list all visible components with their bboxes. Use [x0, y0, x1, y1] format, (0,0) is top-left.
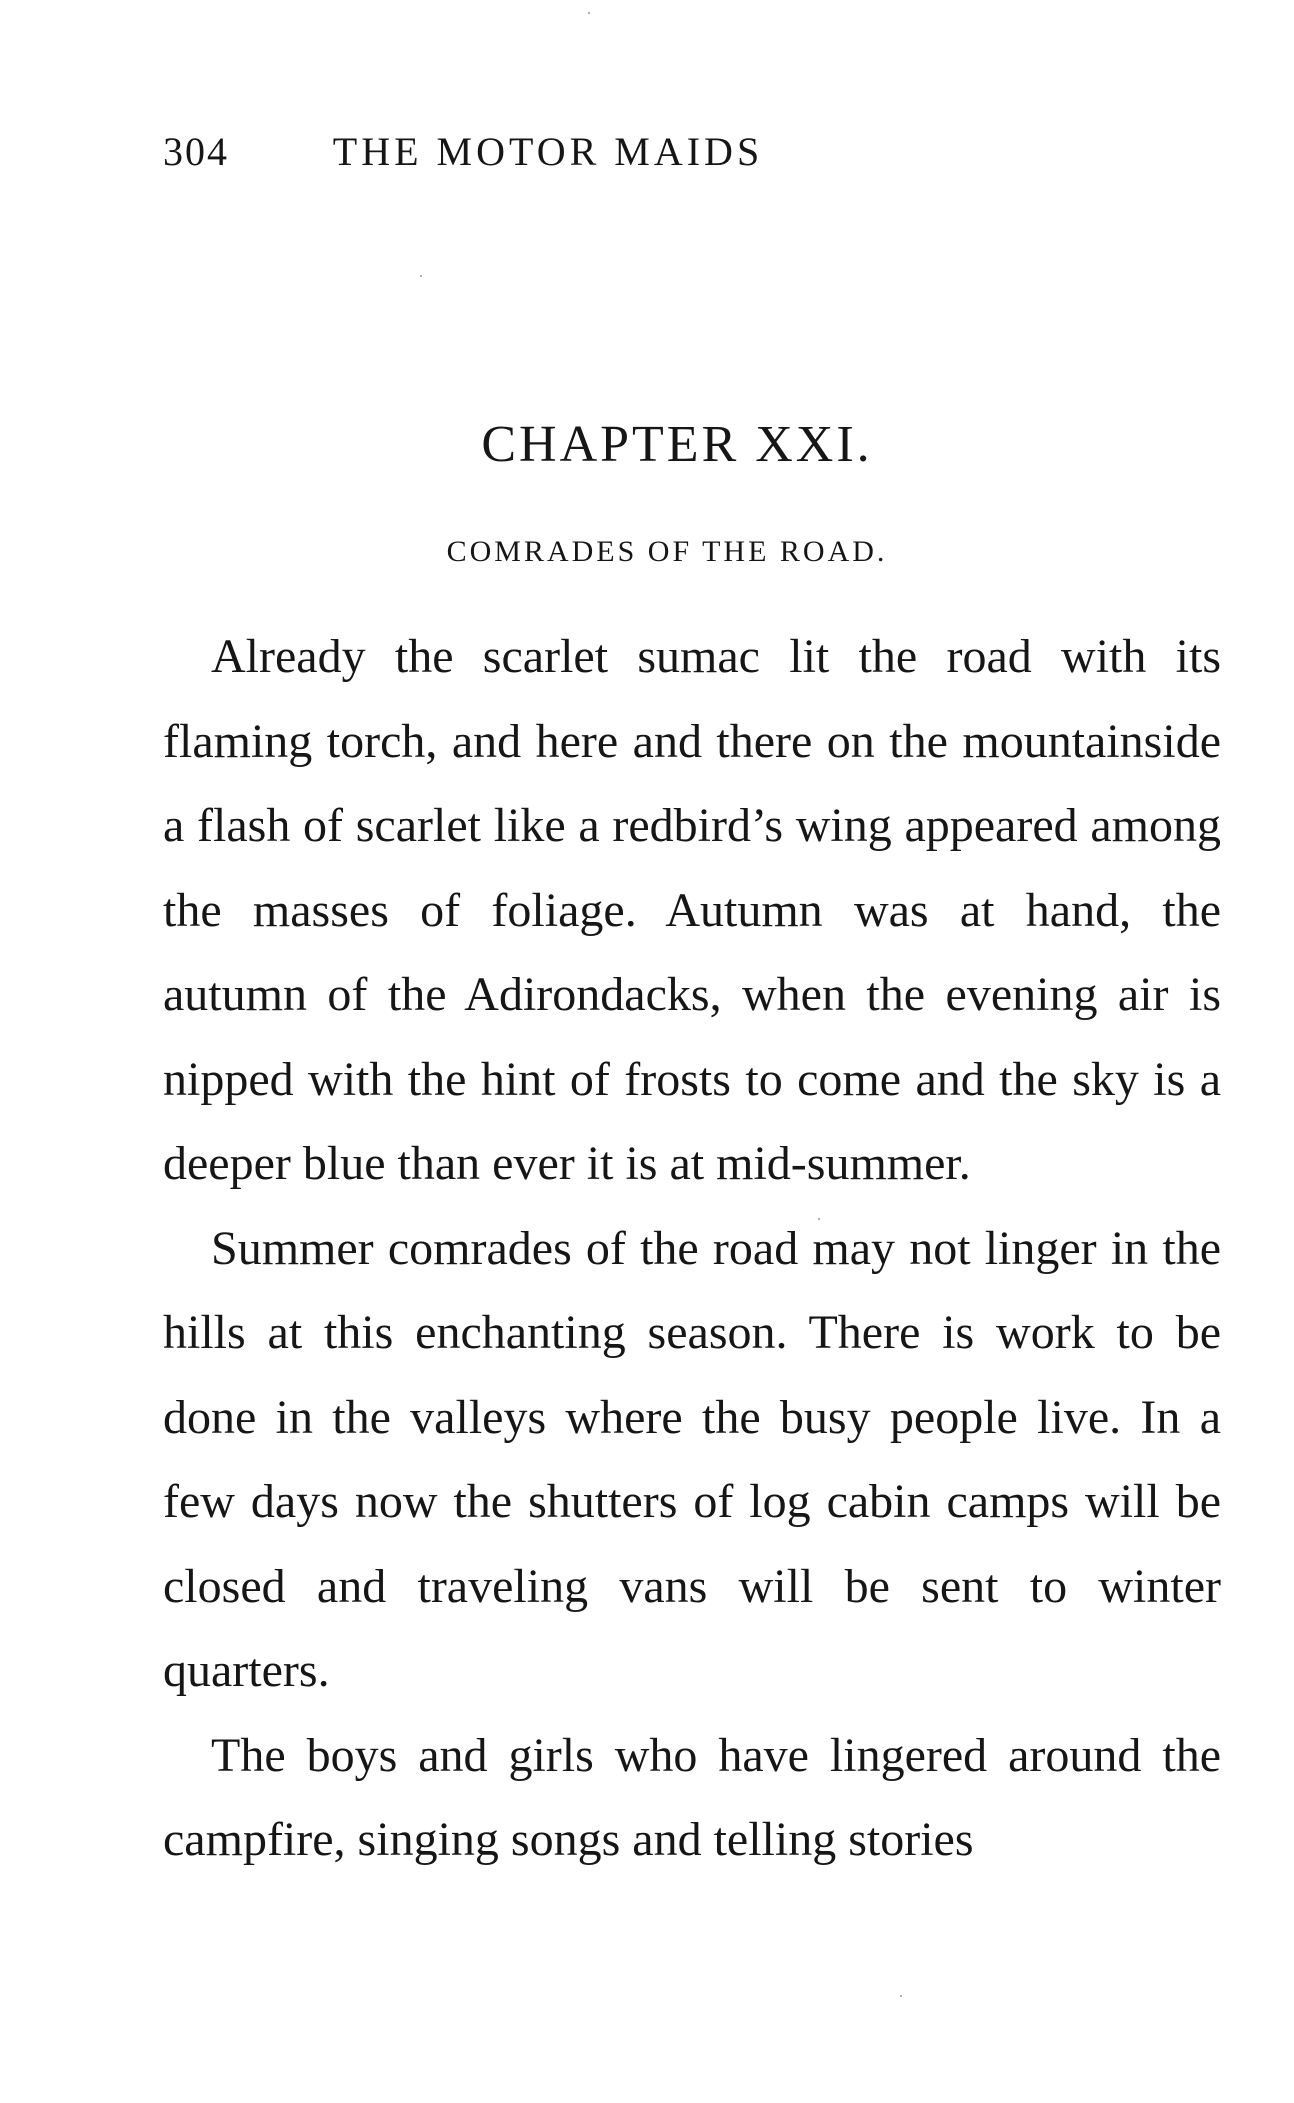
page-number: 304: [163, 129, 229, 174]
scan-speck: [420, 275, 422, 277]
paragraph: Already the scarlet sumac lit the road with its flaming torch, and here and there on the mountainside a flash of scarlet like a redbird’s wing appeared among the masses of foliage. Autumn was at hand, the autumn of the Adirondacks, when the evening air is nipped with the hint of frosts to come and the sky is a deeper blue than ever it is at mid-summer.: [163, 630, 1221, 1190]
paragraph: Summer comrades of the road may not linger in the hills at this enchanting season. There is work to be done in the valleys where the busy people live. In a few days now the shutters of log cabin camps will be closed and traveling vans will be sent to winter quarters.: [163, 1221, 1221, 1697]
chapter-title: COMRADES OF THE ROAD.: [446, 535, 888, 568]
running-title: THE MOTOR MAIDS: [332, 129, 764, 174]
chapter-heading: CHAPTER XXI.: [481, 416, 873, 473]
running-head: [163, 128, 933, 180]
scan-speck: [900, 1995, 902, 1997]
scan-speck: [588, 12, 590, 14]
body-text: [163, 615, 1221, 1883]
paragraph: The boys and girls who have lingered around the campfire, singing songs and telling stories: [163, 1728, 1221, 1866]
scan-speck: [818, 1218, 820, 1220]
